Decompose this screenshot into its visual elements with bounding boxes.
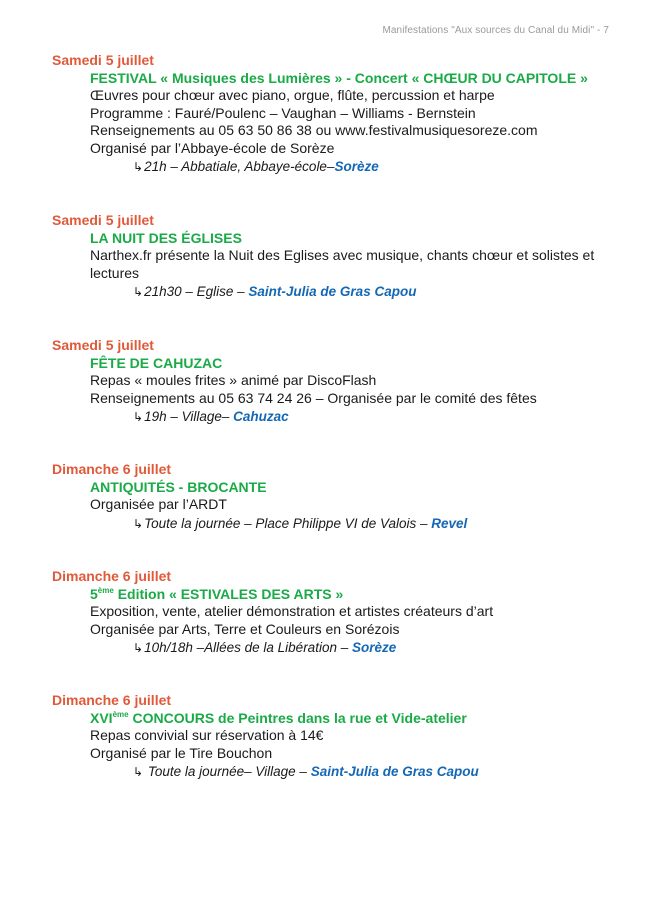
event-organizer: Organisé par le Tire Bouchon	[90, 744, 273, 761]
event-description: Exposition, vente, atelier démonstration et artistes créateurs d’art	[90, 603, 494, 619]
arrow-right-icon: ↳	[133, 516, 144, 531]
event-town: Revel	[431, 515, 468, 531]
event-location	[133, 762, 622, 782]
event-time-place: 21h – Abbatiale, Abbaye-école–	[144, 159, 335, 174]
event-title	[90, 585, 622, 603]
event-organizer: Organisée par l’ARDT	[90, 496, 227, 512]
title-prefix: XVI	[90, 710, 113, 726]
event-time-place: 10h/18h –Allées de la Libération –	[144, 640, 352, 655]
event-6	[52, 692, 622, 782]
event-time-place: Toute la journée – Place Philippe VI de Valois –	[144, 515, 432, 531]
title-text: CONCOURS de Peintres dans la rue et Vide-atelier	[128, 710, 467, 726]
title-superscript: ème	[97, 586, 114, 595]
title-superscript: ème	[112, 710, 129, 719]
event-date: Dimanche 6 juillet	[52, 461, 172, 477]
event-date: Dimanche 6 juillet	[52, 692, 172, 708]
event-title: FESTIVAL « Musiques des Lumières » - Concert « CHŒUR DU CAPITOLE »	[90, 70, 588, 86]
event-organizer: Organisé par l’Abbaye-école de Sorèze	[90, 139, 335, 156]
arrow-right-icon: ↳	[133, 641, 144, 655]
event-3	[52, 337, 622, 427]
event-date: Samedi 5 juillet	[52, 52, 154, 68]
event-date: Dimanche 6 juillet	[52, 568, 172, 584]
event-description: Repas convivial sur réservation à 14€	[90, 727, 324, 743]
arrow-right-icon: ↳	[133, 160, 144, 174]
event-time-place: 19h – Village–	[144, 409, 234, 424]
event-location	[133, 638, 622, 658]
event-info: Renseignements au 05 63 50 86 38 ou www.festivalmusiquesoreze.com	[90, 122, 538, 138]
event-program: Programme : Fauré/Poulenc – Vaughan – Williams - Bernstein	[90, 104, 476, 121]
page-header: Manifestations "Aux sources du Canal du Midi" - 7	[382, 25, 609, 36]
event-town: Saint-Julia de Gras Capou	[248, 284, 417, 299]
event-2	[52, 212, 622, 302]
event-location	[133, 282, 622, 302]
event-town: Sorèze	[351, 640, 397, 655]
event-title	[90, 709, 622, 727]
event-town: Sorèze	[334, 159, 379, 174]
event-description: Narthex.fr présente la Nuit des Eglises avec musique, chants chœur et solistes et	[90, 247, 595, 263]
event-town: Saint-Julia de Gras Capou	[310, 764, 479, 779]
event-title: ANTIQUITÉS - BROCANTE	[90, 479, 267, 495]
title-text: Edition « ESTIVALES DES ARTS »	[113, 586, 344, 602]
event-description-cont: lectures	[90, 264, 140, 281]
event-title: FÊTE DE CAHUZAC	[90, 355, 223, 371]
event-1	[52, 52, 622, 177]
event-location	[133, 407, 622, 427]
event-4	[52, 461, 622, 534]
event-date: Samedi 5 juillet	[52, 212, 154, 228]
event-location	[133, 157, 622, 177]
event-organizer: Organisée par Arts, Terre et Couleurs en Sorézois	[90, 620, 400, 637]
event-title: LA NUIT DES ÉGLISES	[90, 230, 242, 246]
event-time-place: Toute la journée– Village –	[144, 764, 311, 779]
event-5	[52, 568, 622, 658]
event-description: Repas « moules frites » animé par DiscoFlash	[90, 372, 377, 388]
arrow-right-icon: ↳	[133, 765, 144, 779]
event-time-place: 21h30 – Eglise –	[144, 284, 249, 299]
event-description: Œuvres pour chœur avec piano, orgue, flûte, percussion et harpe	[90, 87, 495, 103]
arrow-right-icon: ↳	[133, 410, 144, 424]
event-info: Renseignements au 05 63 74 24 26 – Organisée par le comité des fêtes	[90, 389, 537, 406]
event-town: Cahuzac	[233, 409, 289, 424]
event-location	[133, 514, 622, 534]
arrow-right-icon: ↳	[133, 285, 144, 299]
event-date: Samedi 5 juillet	[52, 337, 154, 353]
title-prefix: 5	[90, 586, 98, 602]
